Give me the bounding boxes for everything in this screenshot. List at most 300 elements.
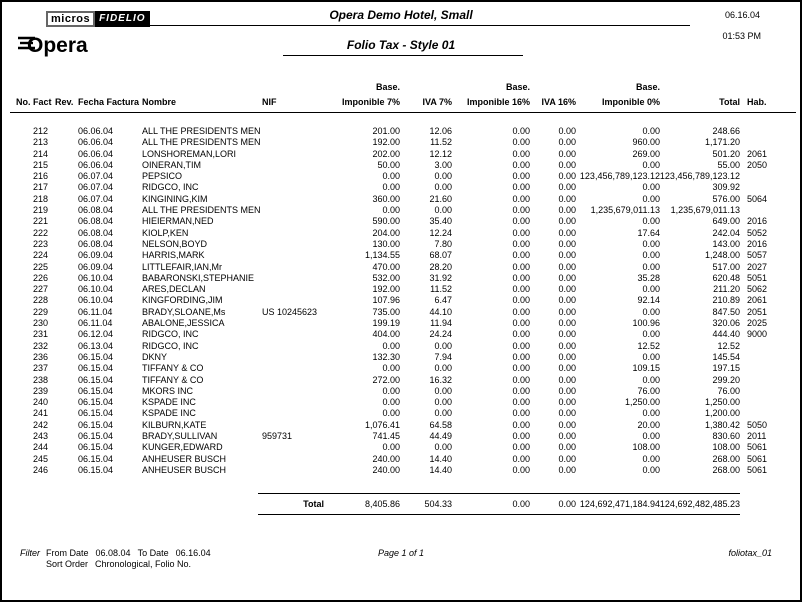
- table-cell: 741.45: [372, 431, 400, 442]
- table-cell: 0.00: [512, 295, 530, 306]
- table-cell: 108.00: [712, 442, 740, 453]
- table-cell: 06.15.04: [78, 363, 114, 374]
- table-cell: 0.00: [558, 419, 576, 430]
- table-cell: 444.40: [712, 329, 740, 340]
- header-nif: NIF: [262, 97, 277, 107]
- table-cell: [50, 431, 76, 442]
- table-cell: 64.58: [429, 419, 452, 430]
- hotel-title: Opera Demo Hotel, Small: [329, 8, 473, 22]
- table-cell: 222: [32, 227, 48, 238]
- table-cell: ARES,DECLAN: [142, 284, 206, 295]
- table-cell: 145.54: [712, 351, 740, 362]
- table-cell: 06.08.04: [78, 205, 114, 216]
- table-cell: ALL THE PRESIDENTS MEN: [142, 126, 261, 136]
- table-cell: 0.00: [642, 250, 660, 261]
- table-cell: 320.06: [712, 318, 740, 329]
- table-cell: [258, 126, 328, 137]
- table-cell: [50, 386, 76, 397]
- table-cell: 06.11.04: [78, 306, 113, 317]
- table-cell: DKNY: [142, 351, 168, 362]
- header-fecha-factura: Fecha Factura: [78, 97, 140, 107]
- table-cell: [50, 352, 76, 363]
- table-cell: 06.10.04: [78, 272, 114, 283]
- table-cell: 5062: [747, 284, 768, 295]
- total-grand: 124,692,482,485.23: [660, 493, 740, 514]
- table-cell: 2027: [747, 261, 768, 272]
- table-cell: [740, 352, 778, 363]
- table-cell: 0.00: [558, 148, 576, 159]
- table-cell: [258, 160, 328, 171]
- table-cell: 0.00: [512, 431, 530, 442]
- table-cell: [50, 442, 76, 453]
- table-cell: 0.00: [512, 126, 530, 136]
- table-cell: 268.00: [712, 453, 740, 464]
- table-cell: 0.00: [558, 205, 576, 216]
- table-cell: 06.08.04: [78, 216, 114, 227]
- table-header: [14, 80, 778, 107]
- table-cell: 0.00: [512, 453, 530, 464]
- table-cell: 532.00: [372, 272, 400, 283]
- table-cell: 0.00: [512, 385, 530, 396]
- table-cell: 0.00: [558, 284, 576, 295]
- header-base-7: Base.: [375, 82, 400, 92]
- table-cell: 229: [32, 306, 48, 317]
- table-cell: 236: [32, 351, 48, 362]
- table-cell: 06.13.04: [78, 340, 114, 351]
- report-title-divider: [283, 55, 523, 56]
- table-row: [14, 465, 778, 476]
- table-cell: 0.00: [642, 329, 660, 340]
- table-cell: 0.00: [558, 351, 576, 362]
- table-cell: 44.49: [429, 431, 452, 442]
- header-imponible-7: Imponible 7%: [341, 97, 400, 107]
- table-cell: [50, 126, 76, 137]
- table-cell: LONSHOREMAN,LORI: [142, 148, 237, 159]
- table-cell: 06.12.04: [78, 329, 114, 340]
- table-cell: 0.00: [558, 442, 576, 453]
- table-cell: [50, 205, 76, 216]
- table-cell: KINGINING,KIM: [142, 193, 208, 204]
- table-cell: 06.09.04: [78, 261, 114, 272]
- table-cell: 212: [32, 126, 48, 136]
- table-cell: 0.00: [512, 137, 530, 148]
- table-cell: [258, 239, 328, 250]
- table-cell: 0.00: [512, 284, 530, 295]
- table-cell: 248.66: [712, 126, 740, 136]
- table-cell: 2016: [747, 216, 768, 227]
- table-row: [14, 386, 778, 397]
- table-cell: 0.00: [642, 306, 660, 317]
- table-cell: 0.00: [642, 216, 660, 227]
- table-cell: 107.96: [372, 295, 400, 306]
- table-cell: 0.00: [512, 227, 530, 238]
- table-cell: MKORS INC: [142, 385, 194, 396]
- table-cell: 2061: [747, 295, 768, 306]
- header-hab: Hab.: [747, 97, 767, 107]
- table-cell: [740, 205, 778, 216]
- table-cell: [258, 454, 328, 465]
- table-cell: 268.00: [712, 464, 740, 475]
- table-cell: BABARONSKI,STEPHANIE: [142, 272, 255, 283]
- table-cell: [50, 375, 76, 386]
- table-cell: 0.00: [558, 408, 576, 419]
- table-cell: 0.00: [512, 374, 530, 385]
- table-cell: 0.00: [558, 216, 576, 227]
- table-cell: 225: [32, 261, 48, 272]
- table-cell: 0.00: [558, 261, 576, 272]
- table-cell: 5061: [747, 453, 768, 464]
- table-cell: 0.00: [558, 374, 576, 385]
- table-cell: 0.00: [642, 431, 660, 442]
- table-cell: 06.06.04: [78, 148, 114, 159]
- table-cell: 108.00: [632, 442, 660, 453]
- table-cell: 0.00: [382, 182, 400, 193]
- table-cell: [50, 454, 76, 465]
- table-cell: 0.00: [558, 453, 576, 464]
- table-cell: 501.20: [712, 148, 740, 159]
- table-cell: 244: [32, 442, 48, 453]
- table-cell: 0.00: [642, 351, 660, 362]
- table-cell: [50, 239, 76, 250]
- table-cell: 0.00: [382, 340, 400, 351]
- table-cell: 44.10: [429, 306, 452, 317]
- table-cell: 2016: [747, 238, 768, 249]
- table-cell: [740, 171, 778, 182]
- table-cell: [258, 386, 328, 397]
- table-cell: 0.00: [512, 363, 530, 374]
- table-cell: 216: [32, 171, 48, 182]
- table-cell: 12.06: [429, 126, 452, 136]
- table-cell: 21.60: [429, 193, 452, 204]
- table-cell: 224: [32, 250, 48, 261]
- table-cell: 199.19: [372, 318, 400, 329]
- table-cell: [50, 408, 76, 419]
- table-cell: [740, 408, 778, 419]
- table-row: [14, 194, 778, 205]
- table-cell: 06.09.04: [78, 250, 114, 261]
- table-cell: [740, 182, 778, 193]
- table-cell: 0.00: [642, 159, 660, 170]
- table-cell: 0.00: [512, 351, 530, 362]
- table-cell: 0.00: [512, 205, 530, 216]
- table-cell: 0.00: [642, 193, 660, 204]
- table-cell: 100.96: [632, 318, 660, 329]
- table-cell: 0.00: [434, 340, 452, 351]
- table-cell: 11.52: [430, 284, 452, 295]
- table-cell: [50, 149, 76, 160]
- table-row: [14, 295, 778, 306]
- table-cell: [50, 295, 76, 306]
- table-cell: [740, 126, 778, 137]
- table-cell: [258, 182, 328, 193]
- fidelio-logo-text: FIDELIO: [95, 11, 149, 27]
- table-cell: ABALONE,JESSICA: [142, 318, 225, 329]
- table-cell: [740, 397, 778, 408]
- table-cell: 6.47: [434, 295, 452, 306]
- table-cell: TIFFANY & CO: [142, 363, 204, 374]
- table-cell: 1,380.42: [704, 419, 740, 430]
- table-cell: 0.00: [558, 171, 576, 182]
- table-cell: 237: [32, 363, 48, 374]
- table-cell: 211.20: [713, 284, 740, 295]
- table-footer: [14, 476, 778, 514]
- table-cell: 649.00: [712, 216, 740, 227]
- table-row: [14, 329, 778, 340]
- table-row: [14, 228, 778, 239]
- table-cell: 0.00: [642, 464, 660, 475]
- header-iva-7: IVA 7%: [422, 97, 452, 107]
- total-imponible-0: 124,692,471,184.94: [576, 493, 660, 514]
- table-row: [14, 341, 778, 352]
- table-cell: 31.92: [429, 272, 452, 283]
- to-date-label: To Date: [137, 548, 169, 558]
- spacer-row: [14, 107, 778, 126]
- table-row: [14, 262, 778, 273]
- table-cell: 0.00: [512, 306, 530, 317]
- table-cell: 06.07.04: [78, 182, 114, 193]
- filter-sort-order: [46, 559, 198, 569]
- folio-tax-table: [14, 80, 778, 515]
- table-row: [14, 273, 778, 284]
- table-cell: 517.00: [712, 261, 740, 272]
- header-base-row: [14, 80, 778, 92]
- table-cell: 215: [32, 159, 48, 170]
- table-cell: [258, 363, 328, 374]
- table-cell: 06.15.04: [78, 351, 114, 362]
- table-cell: 0.00: [558, 397, 576, 408]
- table-row: [14, 171, 778, 182]
- table-cell: [258, 205, 328, 216]
- table-row: [14, 205, 778, 216]
- table-cell: [258, 216, 328, 227]
- table-cell: [258, 352, 328, 363]
- table-cell: 0.00: [558, 295, 576, 306]
- table-cell: [50, 228, 76, 239]
- table-cell: 959731: [262, 431, 293, 442]
- table-cell: 240: [32, 397, 48, 408]
- header-imponible-16: Imponible 16%: [466, 97, 530, 107]
- table-cell: 2050: [747, 159, 768, 170]
- table-cell: 0.00: [558, 250, 576, 261]
- table-cell: 14.40: [429, 464, 452, 475]
- table-cell: 0.00: [512, 419, 530, 430]
- table-row: [14, 442, 778, 453]
- table-cell: [258, 137, 328, 148]
- table-cell: 245: [32, 453, 48, 464]
- totals-gap-row: [14, 476, 778, 493]
- table-cell: 0.00: [434, 442, 452, 453]
- table-cell: 0.00: [642, 453, 660, 464]
- table-cell: 210.89: [712, 295, 740, 306]
- table-cell: 241: [32, 408, 48, 419]
- table-cell: 239: [32, 385, 48, 396]
- table-cell: 0.00: [434, 182, 452, 193]
- table-cell: 06.15.04: [78, 431, 114, 442]
- table-cell: 0.00: [558, 193, 576, 204]
- table-row: [14, 397, 778, 408]
- table-cell: 0.00: [558, 431, 576, 442]
- table-cell: 2061: [747, 148, 768, 159]
- table-cell: 0.00: [434, 363, 452, 374]
- table-cell: 192.00: [372, 137, 400, 148]
- table-cell: 1,076.41: [364, 419, 400, 430]
- table-cell: 0.00: [512, 340, 530, 351]
- table-body: [14, 126, 778, 476]
- table-cell: [740, 137, 778, 148]
- table-cell: KIOLP,KEN: [142, 227, 189, 238]
- table-cell: 213: [32, 137, 48, 148]
- table-cell: 0.00: [434, 397, 452, 408]
- table-cell: 06.15.04: [78, 442, 114, 453]
- table-cell: [50, 250, 76, 261]
- table-cell: [258, 465, 328, 476]
- table-cell: [50, 397, 76, 408]
- table-cell: 214: [32, 148, 48, 159]
- table-cell: 0.00: [434, 171, 452, 182]
- table-cell: 1,235,679,011.13: [590, 205, 660, 216]
- table-cell: 0.00: [558, 329, 576, 340]
- table-cell: 17.64: [637, 227, 660, 238]
- table-cell: 0.00: [642, 126, 660, 136]
- table-cell: 238: [32, 374, 48, 385]
- table-cell: 1,200.00: [704, 408, 740, 419]
- table-cell: NELSON,BOYD: [142, 238, 208, 249]
- table-row: [14, 250, 778, 261]
- table-cell: 0.00: [512, 329, 530, 340]
- table-cell: [740, 375, 778, 386]
- table-row: [14, 454, 778, 465]
- table-cell: [258, 262, 328, 273]
- table-cell: 240.00: [372, 464, 400, 475]
- table-cell: 0.00: [512, 216, 530, 227]
- table-cell: KILBURN,KATE: [142, 419, 207, 430]
- hotel-title-divider: [117, 25, 690, 26]
- table-cell: 20.00: [637, 419, 660, 430]
- table-row: [14, 216, 778, 227]
- table-cell: 06.15.04: [78, 408, 114, 419]
- table-cell: 0.00: [512, 408, 530, 419]
- table-cell: 232: [32, 340, 48, 351]
- table-row: [14, 149, 778, 160]
- table-cell: 06.07.04: [78, 171, 114, 182]
- table-cell: [50, 160, 76, 171]
- table-cell: 1,250.00: [704, 397, 740, 408]
- table-cell: 309.92: [712, 182, 740, 193]
- table-cell: 360.00: [372, 193, 400, 204]
- table-cell: LITTLEFAIR,IAN,Mr: [142, 261, 223, 272]
- table-cell: 12.52: [637, 340, 660, 351]
- table-cell: BRADY,SLOANE,Ms: [142, 306, 226, 317]
- table-cell: 123,456,789,123.12: [659, 171, 740, 182]
- table-cell: 9000: [747, 329, 768, 340]
- table-cell: 0.00: [512, 159, 530, 170]
- table-cell: [258, 408, 328, 419]
- table-cell: 830.60: [712, 431, 740, 442]
- header-total: Total: [719, 97, 740, 107]
- table-cell: [258, 171, 328, 182]
- report-title: Folio Tax - Style 01: [346, 38, 456, 52]
- table-cell: ANHEUSER BUSCH: [142, 464, 227, 475]
- table-cell: 470.00: [372, 261, 400, 272]
- table-cell: 123,456,789,123.12: [579, 171, 660, 182]
- table-cell: [50, 171, 76, 182]
- table-cell: 219: [32, 205, 48, 216]
- table-cell: 06.06.04: [78, 159, 114, 170]
- table-cell: 197.15: [712, 363, 740, 374]
- table-cell: 269.00: [632, 148, 660, 159]
- table-cell: 0.00: [642, 238, 660, 249]
- table-cell: 06.07.04: [78, 193, 114, 204]
- table-cell: 0.00: [558, 464, 576, 475]
- table-cell: 2025: [747, 318, 768, 329]
- table-cell: 223: [32, 238, 48, 249]
- table-cell: 218: [32, 193, 48, 204]
- table-cell: 1,171.20: [704, 137, 740, 148]
- table-cell: [258, 420, 328, 431]
- table-cell: 06.15.04: [78, 397, 114, 408]
- table-cell: 0.00: [642, 284, 660, 295]
- table-cell: 1,235,679,011.13: [670, 205, 740, 216]
- table-cell: 0.00: [382, 408, 400, 419]
- table-cell: [740, 363, 778, 374]
- table-cell: [258, 194, 328, 205]
- table-cell: [50, 216, 76, 227]
- table-cell: [50, 363, 76, 374]
- table-cell: BRADY,SULLIVAN: [142, 431, 218, 442]
- table-cell: 50.00: [377, 159, 400, 170]
- table-cell: 0.00: [512, 318, 530, 329]
- table-cell: [50, 194, 76, 205]
- table-cell: [50, 420, 76, 431]
- table-cell: 576.00: [712, 193, 740, 204]
- table-cell: 06.06.04: [78, 137, 114, 148]
- table-cell: 0.00: [434, 205, 452, 216]
- table-cell: 06.08.04: [78, 227, 114, 238]
- table-cell: [258, 341, 328, 352]
- table-cell: 0.00: [558, 363, 576, 374]
- header-iva-16: IVA 16%: [541, 97, 576, 107]
- table-cell: 204.00: [372, 227, 400, 238]
- total-imponible-16: 0.00: [452, 493, 530, 514]
- table-row: [14, 239, 778, 250]
- table-cell: 0.00: [558, 227, 576, 238]
- table-cell: 0.00: [512, 464, 530, 475]
- table-cell: 76.00: [717, 385, 740, 396]
- table-cell: 06.15.04: [78, 419, 114, 430]
- table-cell: KINGFORDING,JIM: [142, 295, 223, 306]
- table-cell: OINERAN,TIM: [142, 159, 202, 170]
- table-row: [14, 126, 778, 137]
- filter-label: Filter: [20, 548, 40, 558]
- table-cell: [50, 284, 76, 295]
- table-cell: KUNGER,EDWARD: [142, 442, 223, 453]
- table-row: [14, 284, 778, 295]
- total-iva-16: 0.00: [530, 493, 576, 514]
- table-cell: 11.94: [430, 318, 452, 329]
- table-row: [14, 408, 778, 419]
- table-cell: 0.00: [558, 385, 576, 396]
- table-cell: 0.00: [642, 374, 660, 385]
- table-cell: 92.14: [637, 295, 660, 306]
- header-label-row: [14, 92, 778, 107]
- table-cell: 0.00: [558, 272, 576, 283]
- table-cell: 06.15.04: [78, 385, 114, 396]
- table-cell: [50, 262, 76, 273]
- table-cell: 227: [32, 284, 48, 295]
- table-cell: 847.50: [712, 306, 740, 317]
- table-cell: 11.52: [430, 137, 452, 148]
- table-cell: 0.00: [382, 171, 400, 182]
